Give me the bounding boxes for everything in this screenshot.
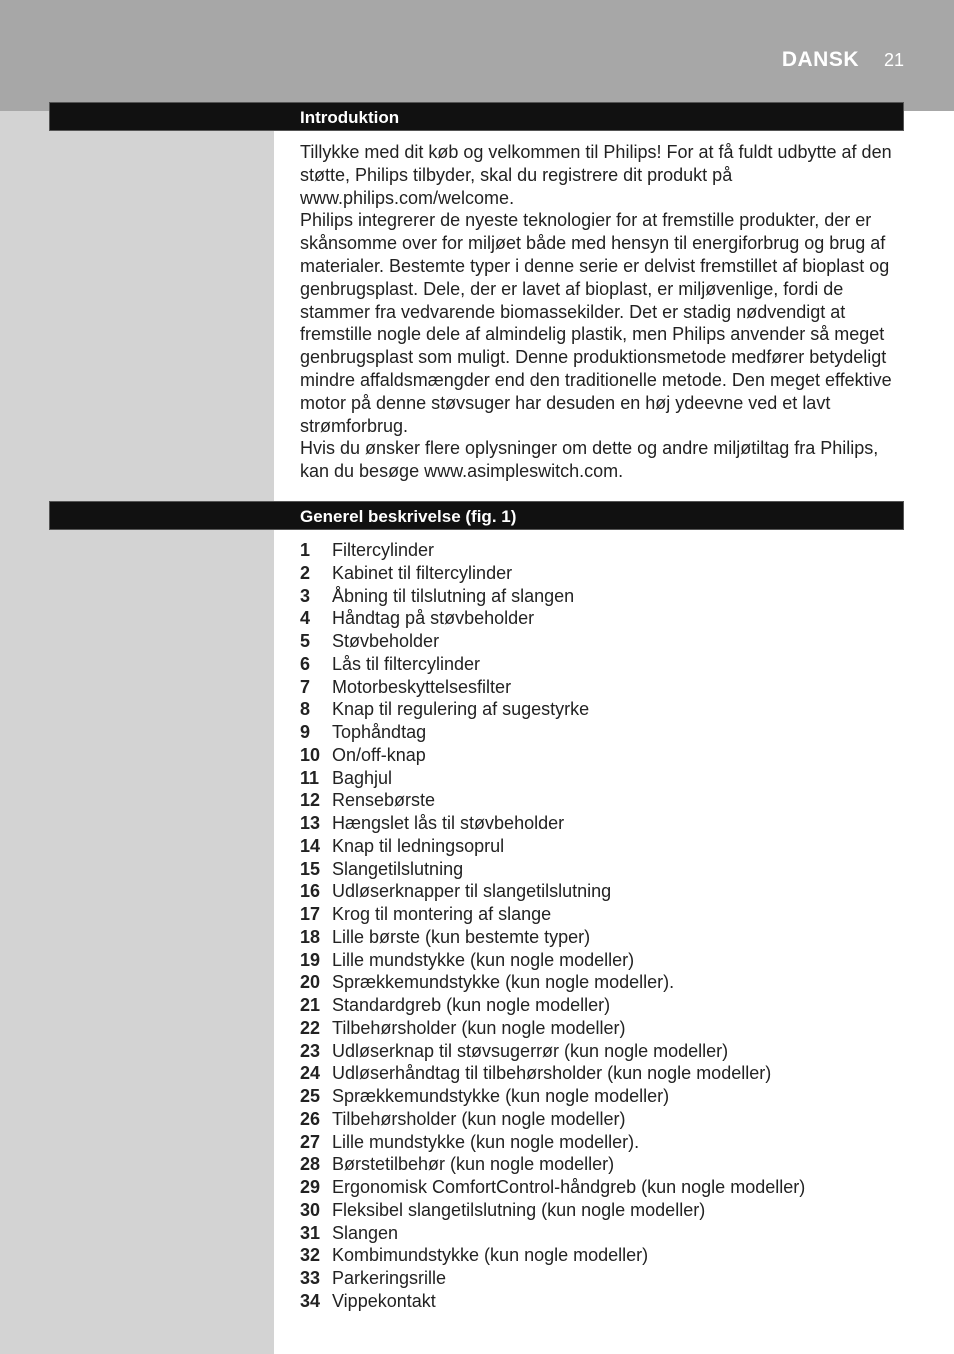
list-item xyxy=(300,607,903,630)
list-item xyxy=(300,1040,903,1063)
part-label: Støvbeholder xyxy=(332,631,440,651)
list-item xyxy=(300,1267,903,1290)
list-item xyxy=(300,1199,903,1222)
part-number: 33 xyxy=(300,1268,321,1288)
part-number: 24 xyxy=(300,1063,321,1084)
section-header-introduction xyxy=(49,102,904,131)
part-label: Lille mundstykke (kun nogle modeller) xyxy=(332,949,635,970)
language-label: DANSK xyxy=(781,48,859,71)
part-label: Udløserknapper til slangetilslutning xyxy=(332,881,612,902)
intro-paragraph: Tillykke med dit køb og velkommen til Philips! For at få fuldt udbytte af den støtte, Philips tilbyder, skal du registrere dit produkt på www.philips.com/welcome. xyxy=(300,142,892,208)
part-label: Lås til filtercylinder xyxy=(332,653,481,674)
part-number: 27 xyxy=(300,1131,321,1152)
list-item xyxy=(300,858,903,881)
part-label: Tilbehørsholder (kun nogle modeller) xyxy=(332,1017,626,1038)
list-item xyxy=(300,971,903,994)
part-label: Knap til ledningsoprul xyxy=(332,835,505,856)
part-label: Rensebørste xyxy=(332,790,436,811)
parts-list xyxy=(300,539,903,1313)
section-title: Generel beskrivelse (fig. 1) xyxy=(300,507,517,526)
part-label: On/off-knap xyxy=(332,744,426,765)
header-band xyxy=(0,0,954,111)
list-item xyxy=(300,1017,903,1040)
list-item xyxy=(300,812,903,835)
part-number: 26 xyxy=(300,1108,321,1129)
list-item xyxy=(300,698,903,721)
section-title: Introduktion xyxy=(300,108,400,127)
list-item xyxy=(300,1222,903,1245)
list-item xyxy=(300,585,903,608)
part-label: Motorbeskyttelsesfilter xyxy=(332,676,512,697)
list-item xyxy=(300,1131,903,1154)
part-number: 29 xyxy=(300,1177,321,1197)
list-item xyxy=(300,767,903,790)
list-item xyxy=(300,1290,903,1313)
part-number: 18 xyxy=(300,926,321,947)
part-label: Filtercylinder xyxy=(332,540,435,560)
part-number: 17 xyxy=(300,904,321,924)
part-label: Tophåndtag xyxy=(332,722,427,742)
part-label: Vippekontakt xyxy=(332,1290,436,1311)
part-label: Hængslet lås til støvbeholder xyxy=(332,813,565,833)
part-label: Kabinet til filtercylinder xyxy=(332,562,513,583)
part-label: Sprækkemundstykke (kun nogle modeller) xyxy=(332,1086,670,1106)
part-number: 20 xyxy=(300,972,321,993)
part-number: 15 xyxy=(300,858,321,879)
list-item xyxy=(300,676,903,699)
part-label: Slangen xyxy=(332,1222,399,1243)
list-item xyxy=(300,994,903,1017)
part-number: 6 xyxy=(300,653,311,674)
part-label: Håndtag på støvbeholder xyxy=(332,608,535,629)
list-item xyxy=(300,744,903,767)
part-number: 2 xyxy=(300,562,311,583)
part-number: 7 xyxy=(300,676,311,697)
introduction-text xyxy=(300,141,903,483)
intro-paragraph: Hvis du ønsker flere oplysninger om dette og andre miljøtiltag fra Philips, kan du besøge www.asimpleswitch.com. xyxy=(300,438,879,482)
part-number: 34 xyxy=(300,1290,321,1311)
section-header-general-description xyxy=(49,501,904,530)
part-number: 30 xyxy=(300,1199,321,1220)
part-number: 11 xyxy=(300,767,320,788)
list-item xyxy=(300,1085,903,1108)
part-label: Tilbehørsholder (kun nogle modeller) xyxy=(332,1108,626,1129)
list-item xyxy=(300,1176,903,1199)
part-number: 9 xyxy=(300,722,311,742)
list-item xyxy=(300,1153,903,1176)
part-number: 16 xyxy=(300,881,321,902)
part-number: 4 xyxy=(300,608,311,629)
list-item xyxy=(300,630,903,653)
part-label: Krog til montering af slange xyxy=(332,904,552,924)
part-label: Fleksibel slangetilslutning (kun nogle modeller) xyxy=(332,1199,706,1220)
part-number: 1 xyxy=(300,540,311,560)
part-number: 22 xyxy=(300,1017,321,1038)
list-item xyxy=(300,789,903,812)
list-item xyxy=(300,562,903,585)
part-label: Lille mundstykke (kun nogle modeller). xyxy=(332,1131,640,1152)
part-label: Udløserknap til støvsugerrør (kun nogle modeller) xyxy=(332,1040,729,1061)
part-label: Knap til regulering af sugestyrke xyxy=(332,699,590,720)
part-number: 5 xyxy=(300,631,311,651)
list-item xyxy=(300,880,903,903)
list-item xyxy=(300,903,903,926)
part-label: Åbning til tilslutning af slangen xyxy=(332,585,575,606)
part-label: Slangetilslutning xyxy=(332,858,464,879)
intro-paragraph: Philips integrerer de nyeste teknologier for at fremstille produkter, der er skånsomme over for miljøet både med hensyn til energiforbrug og brug af materialer. Bestemte typer i denne serie er delvist fremstillet af bioplast og genbrugsplast. Dele, der er lavet af bioplast, er miljøvenlige, fordi de stammer fra vedvarende biomassekilder. Det er stadig nødvendigt at fremstille nogle dele af almindelig plastik, men Philips anvender så meget genbrugsplast som muligt. Denne produktionsmetode medfører betydeligt mindre affaldsmængder end den traditionelle metode. Den meget effektive motor på denne støvsuger har desuden en høj ydeevne ved et lavt strømforbrug. xyxy=(300,210,892,436)
part-label: Børstetilbehør (kun nogle modeller) xyxy=(332,1154,615,1175)
list-item xyxy=(300,721,903,744)
list-item xyxy=(300,653,903,676)
part-number: 32 xyxy=(300,1245,321,1266)
part-number: 25 xyxy=(300,1086,321,1106)
part-label: Kombimundstykke (kun nogle modeller) xyxy=(332,1245,649,1266)
page-number: 21 xyxy=(883,50,904,70)
list-item xyxy=(300,835,903,858)
part-label: Sprækkemundstykke (kun nogle modeller). xyxy=(332,972,675,993)
part-number: 28 xyxy=(300,1154,321,1175)
part-number: 14 xyxy=(300,835,321,856)
part-number: 13 xyxy=(300,813,321,833)
part-number: 19 xyxy=(300,949,321,970)
part-number: 3 xyxy=(300,585,311,606)
part-label: Udløserhåndtag til tilbehørsholder (kun nogle modeller) xyxy=(332,1063,772,1084)
part-number: 8 xyxy=(300,699,311,720)
list-item xyxy=(300,926,903,949)
part-label: Standardgreb (kun nogle modeller) xyxy=(332,995,611,1015)
part-number: 12 xyxy=(300,790,321,811)
part-label: Parkeringsrille xyxy=(332,1268,447,1288)
list-item xyxy=(300,1108,903,1131)
part-number: 23 xyxy=(300,1040,321,1061)
part-number: 21 xyxy=(300,995,321,1015)
list-item xyxy=(300,949,903,972)
part-label: Lille børste (kun bestemte typer) xyxy=(332,926,591,947)
left-margin-column xyxy=(0,111,274,1354)
part-number: 31 xyxy=(300,1222,321,1243)
part-label: Baghjul xyxy=(332,767,393,788)
part-number: 10 xyxy=(300,744,321,765)
list-item xyxy=(300,1062,903,1085)
part-label: Ergonomisk ComfortControl-håndgreb (kun nogle modeller) xyxy=(332,1177,806,1197)
list-item xyxy=(300,1244,903,1267)
list-item xyxy=(300,539,903,562)
